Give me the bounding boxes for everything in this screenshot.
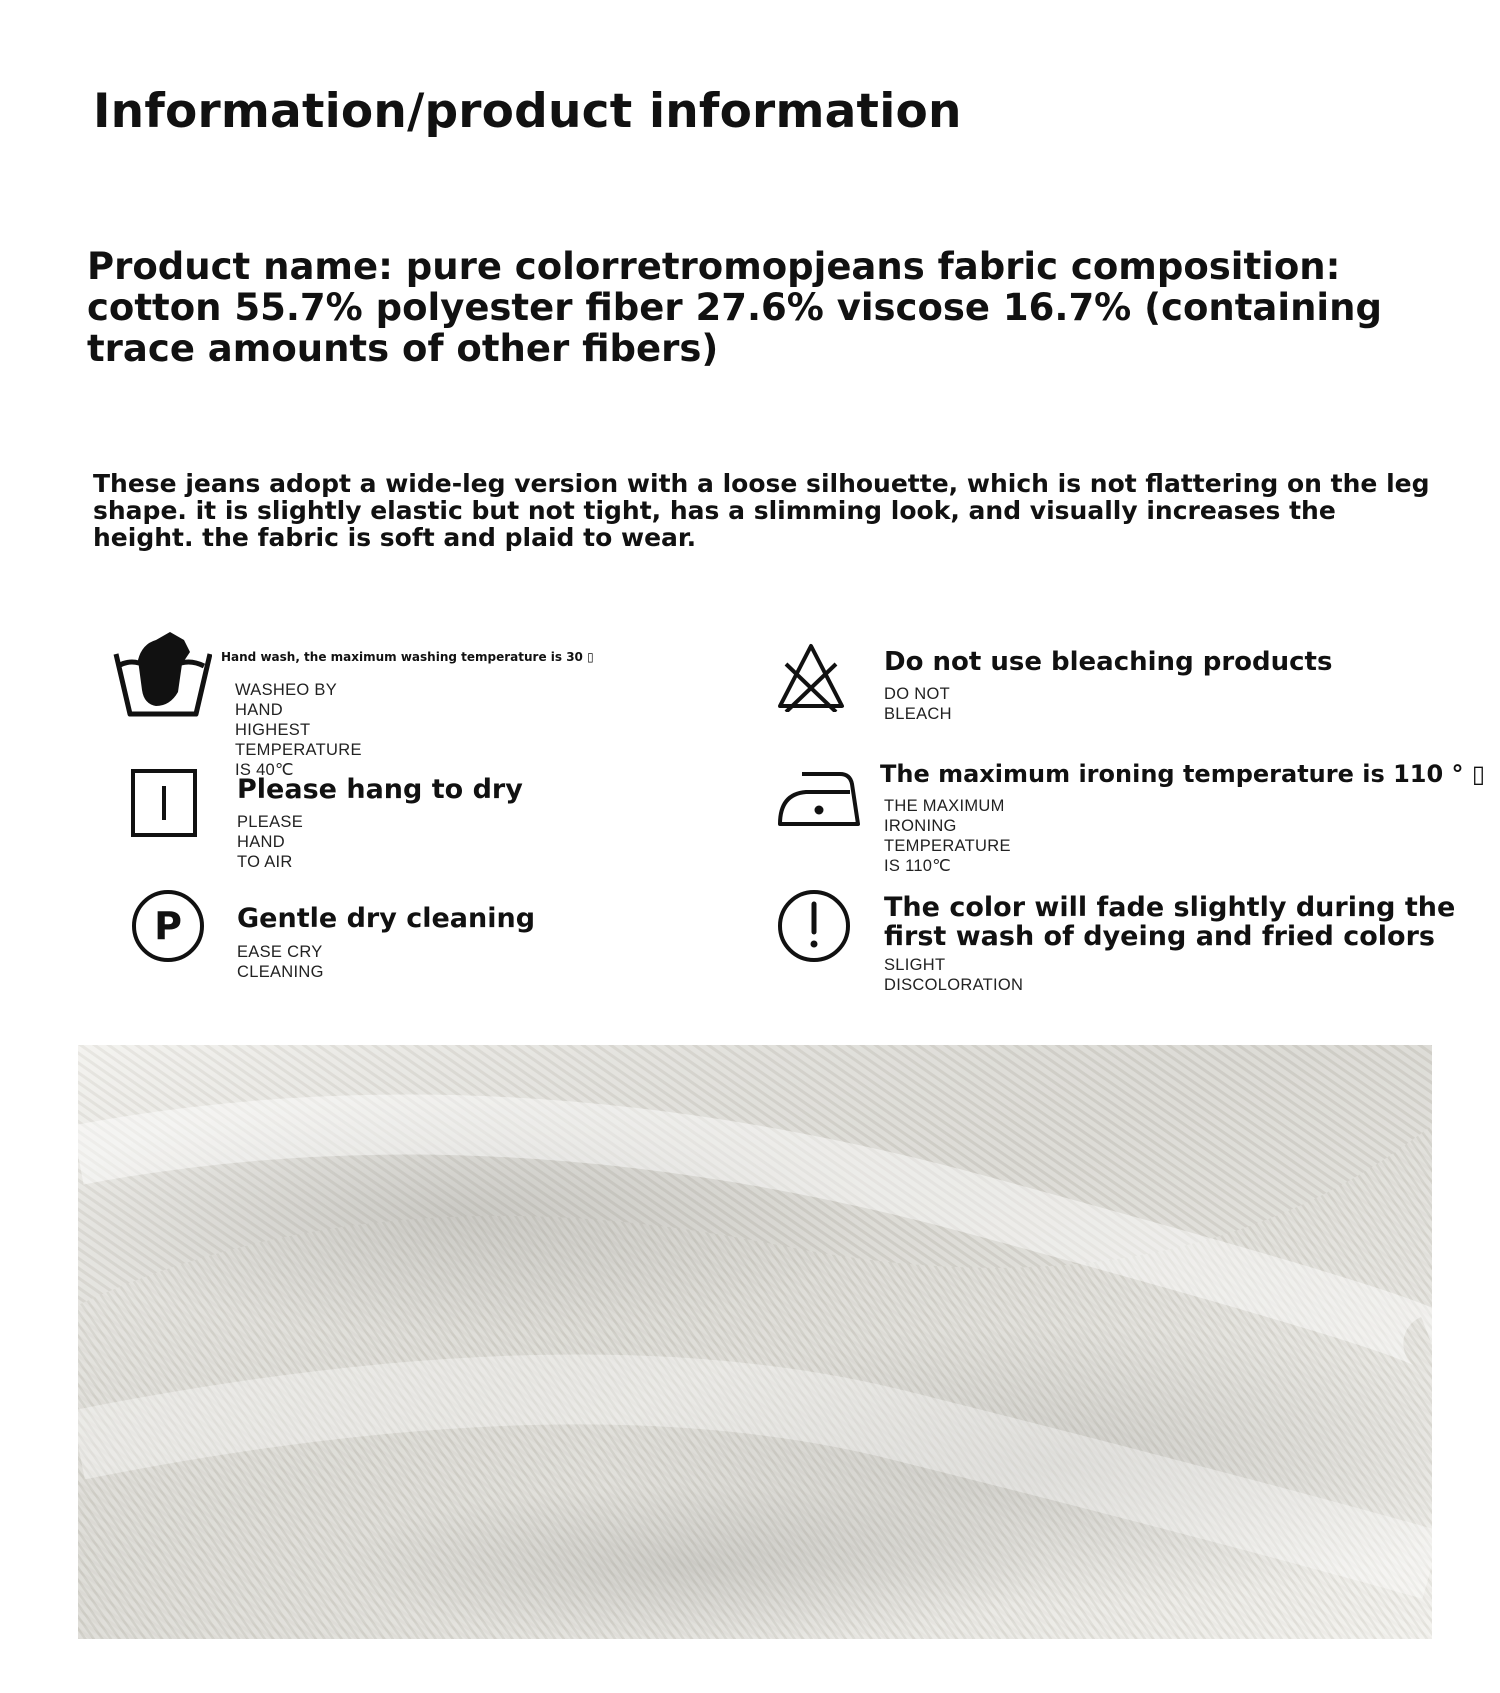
hang-dry-subtitle: PLEASE HAND TO AIR [237,813,304,871]
iron-icon [776,770,862,828]
product-description: These jeans adopt a wide-leg version with a loose silhouette, which is not flattering on the leg shape. it is slightly elastic but not tight, has a slimming look, and visually increases the height. the fabric is soft and plaid to wear. [93,469,1430,552]
no-bleach-subtitle: DO NOT BLEACH [884,685,952,723]
product-name-composition: Product name: pure colorretromopjeans fabric composition: cotton 55.7% polyester fiber 27.6% viscose 16.7% (containing trace amounts of other fibers) [87,245,1382,370]
hand-wash-subtitle: WASHEO BY HAND HIGHEST TEMPERATURE IS 40℃ [235,681,362,779]
page-title: Information/product information [93,84,962,139]
discoloration-subtitle: SLIGHT DISCOLORATION [884,956,1024,994]
dry-clean-p-icon [130,888,206,964]
no-bleach-title: Do not use bleaching products [884,647,1333,677]
fabric-texture-photo [78,1045,1432,1639]
discoloration-title: The color will fade slightly during the first wash of dyeing and fried colors [884,892,1456,952]
hand-wash-title: Hand wash, the maximum washing temperature is 30 ▯ [221,650,594,664]
dry-cleaning-title: Gentle dry cleaning [237,903,536,934]
exclamation-circle-icon [776,888,852,964]
hang-dry-icon [130,768,198,838]
hang-dry-title: Please hang to dry [237,774,523,805]
hand-wash-icon [112,630,212,720]
ironing-title: The maximum ironing temperature is 110 ° ▯ [880,760,1486,788]
do-not-bleach-icon [776,642,846,712]
svg-text:P: P [154,904,182,948]
ironing-subtitle: THE MAXIMUM IRONING TEMPERATURE IS 110℃ [884,797,1011,875]
dry-cleaning-subtitle: EASE CRY CLEANING [237,943,324,981]
